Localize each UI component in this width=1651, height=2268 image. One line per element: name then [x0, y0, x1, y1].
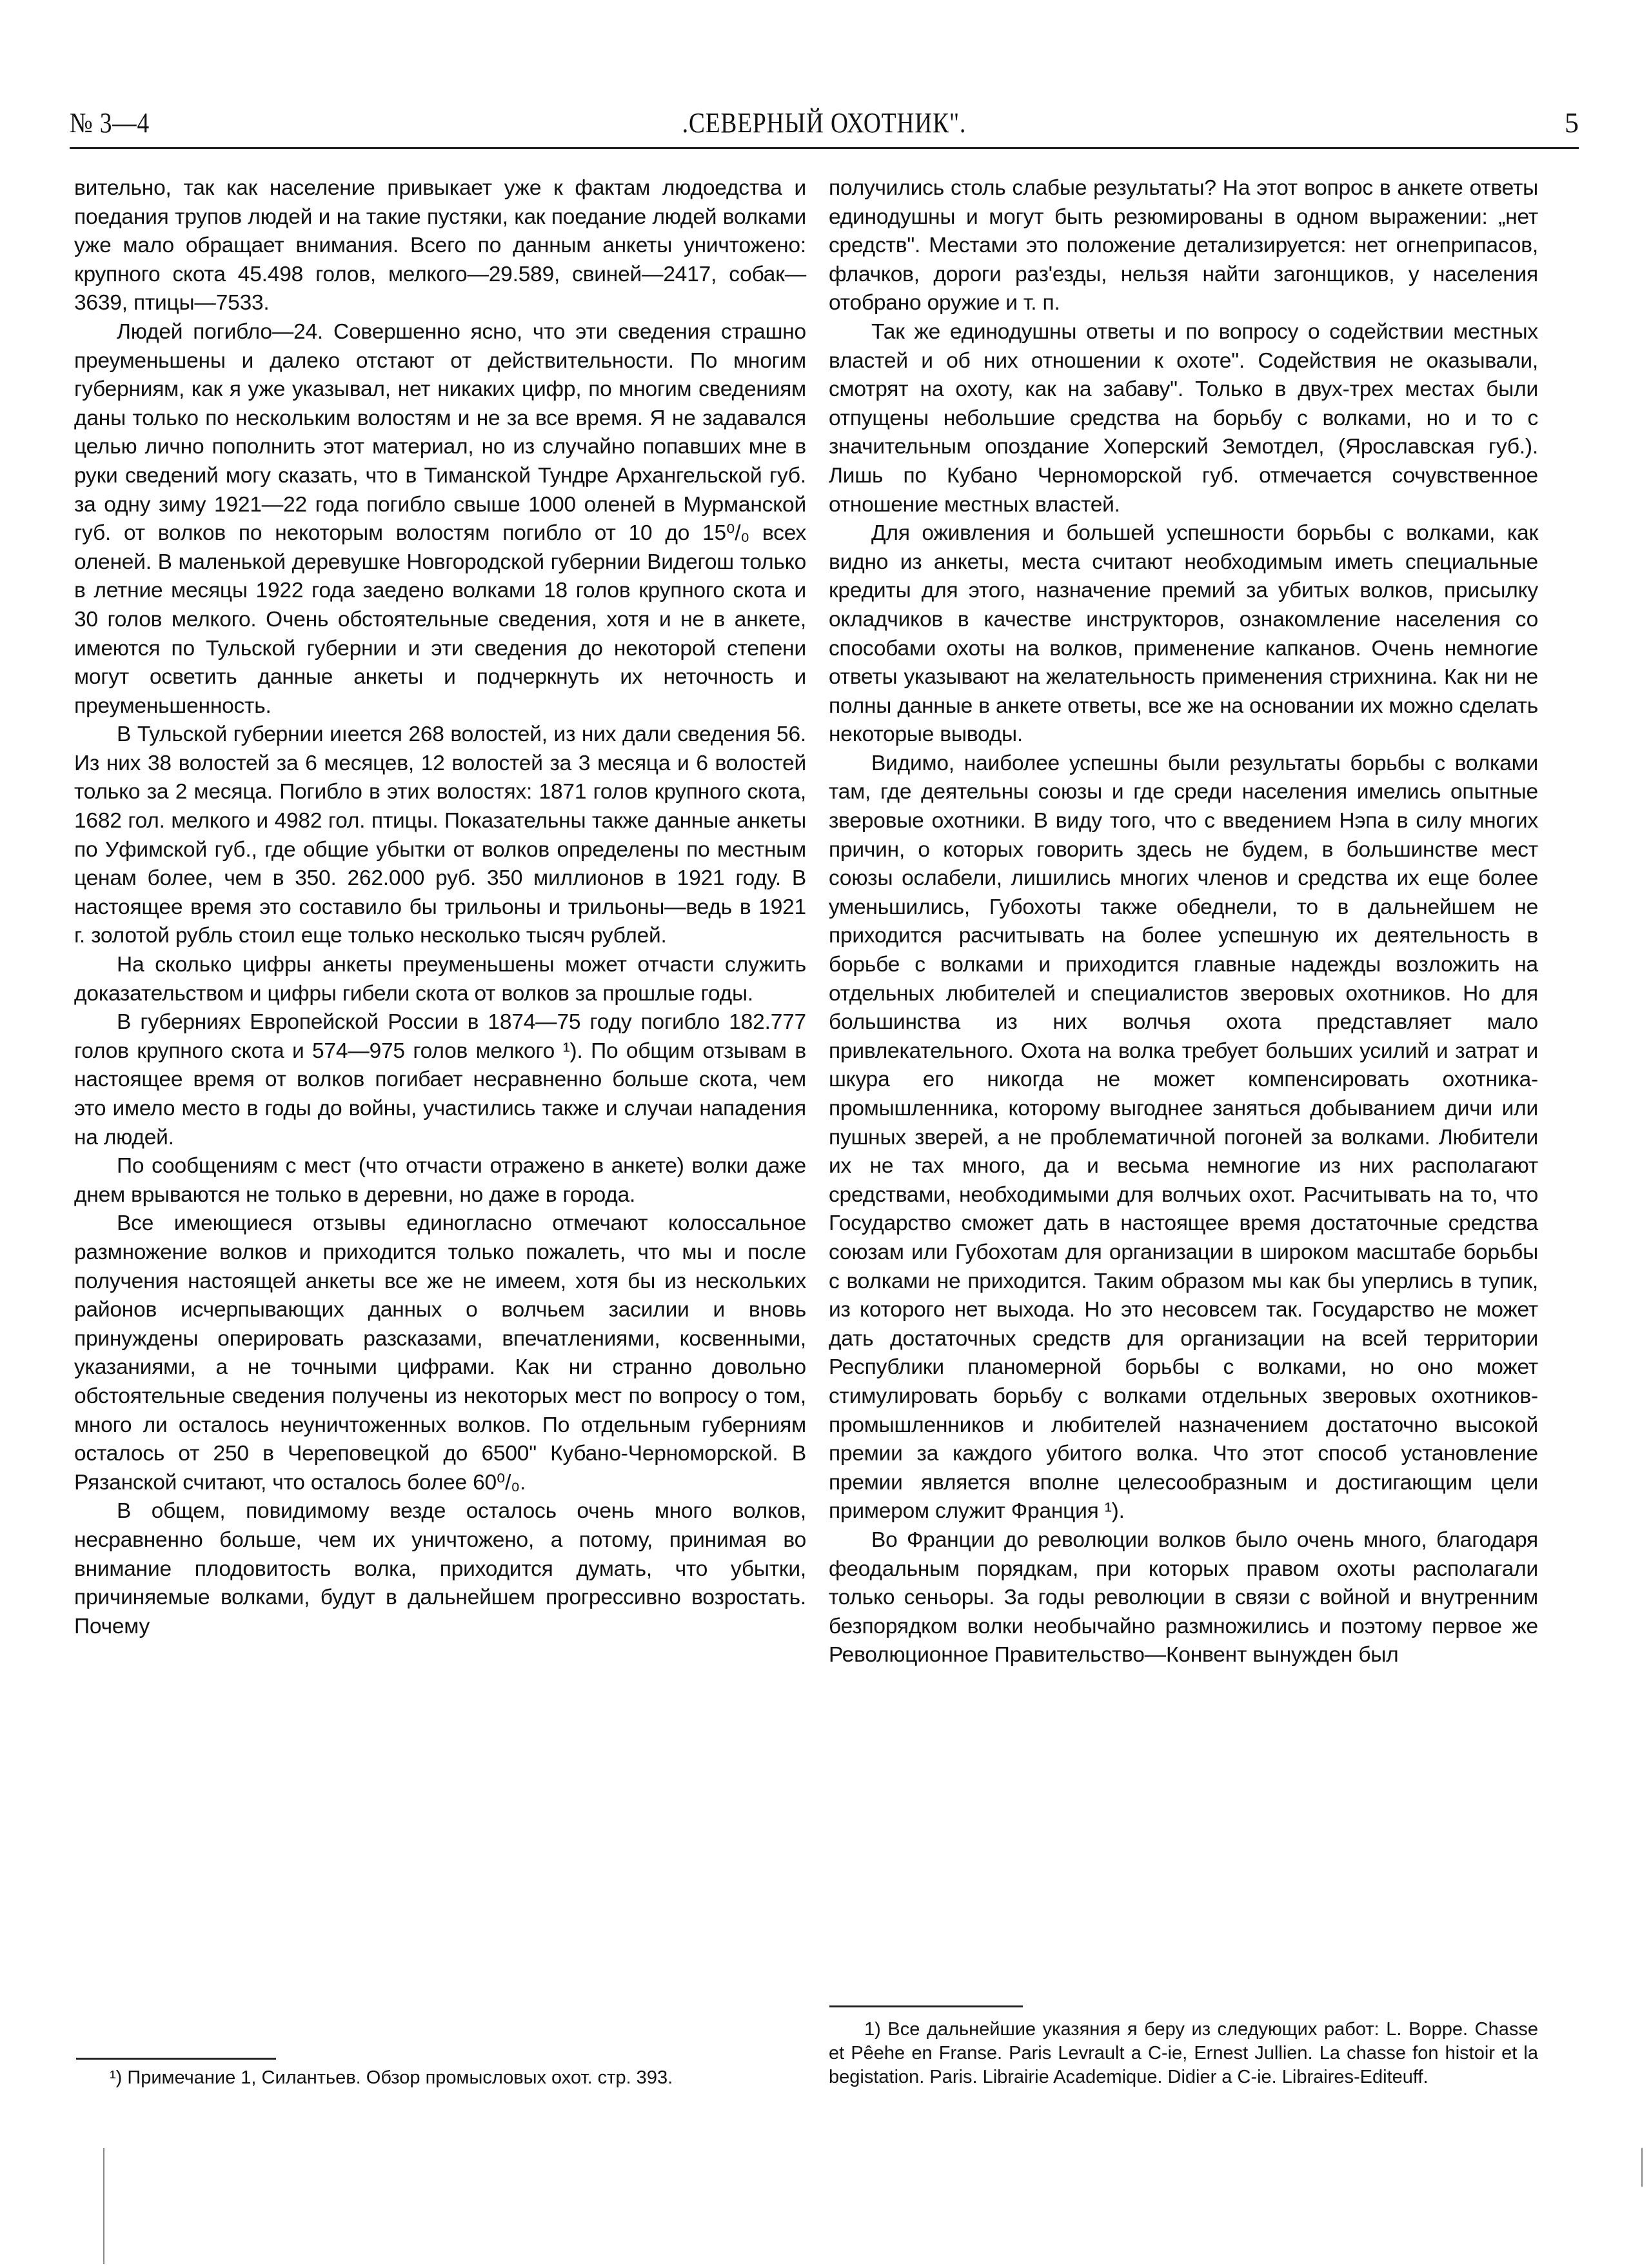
left-column	[74, 174, 806, 1641]
paragraph: По сообщениям с мест (что отчасти отражено в анкете) волки даже днем врываются не только в деревни, но даже в города.	[74, 1154, 806, 1207]
paragraph: Во Франции до революции волков было очень много, благодаря феодальным порядкам, при которых правом охоты располагали только сеньоры. За годы революции в связи с войной и внутренним безпорядком волки необычайно размножились и поэтому первое же Революционное Правительство—Конвент вынужден был	[829, 1527, 1538, 1667]
header-divider	[70, 147, 1579, 149]
issue-number: № 3—4	[70, 107, 150, 139]
right-column	[829, 174, 1538, 1670]
paragraph: вительно, так как население привыкает уже к фактам людоедства и поедания трупов людей и на такие пустяки, как поедание людей волками уже мало обращает внимания. Всего по данным анкеты уничтожено: крупного скота 45.498 голов, мелкого—29.589, свиней—2417, собак—3639, птицы—7533.	[74, 176, 806, 315]
footnote-divider	[829, 2005, 1023, 2007]
footnote-right	[829, 2018, 1538, 2089]
paragraph: В общем, повидимому везде осталось очень много волков, несравненно больше, чем их уничтожено, а потому, принимая во внимание плодовитость волка, приходится думать, что убытки, причиняемые волками, будут в дальнейшем прогрессивно возростать. Почему	[74, 1499, 806, 1638]
page-number: 5	[1565, 107, 1579, 139]
paragraph: Людей погибло—24. Совершенно ясно, что эти сведения страшно преуменьшены и далеко отстают от действительности. По многим губерниям, как я уже указывал, нет никаких цифр, по многим сведениям даны только по нескольким волостям и не за все время. Я не задавался целью лично пополнить этот материал, но из случайно попавших мне в руки сведений могу сказать, что в Тиманской Тундре Архангельской губ. за одну зиму 1921—22 года погибло свыше 1000 оленей в Мурманской губ. от волков по некоторым волостям погибло от 10 до 15⁰/₀ всех оленей. В маленькой деревушке Новгородской губернии Видегош только в летние месяцы 1922 года заедено волками 18 голов крупного скота и 30 голов мелкого. Очень обстоятельные сведения, хотя и не в анкете, имеются по Тульской губернии и эти сведения до некоторой степени могут осветить данные анкеты и подчеркнуть их неточность и преуменьшенность.	[74, 319, 806, 718]
footnote-text: 1) Все дальнейшие указяния я беру из следующих работ: L. Boppe. Chasse et Pêehe en Franse. Paris Levrault a C-ie, Ernest Jullien. La chasse fon histoir et la begistation. Paris. Librairie Academique. Didier a C-ie. Libraires-Editeuff.	[829, 2019, 1538, 2087]
paragraph: В Тульской губернии иıеется 268 волостей, из них дали сведения 56. Из них 38 волостей за 6 месяцев, 12 волостей за 3 месяца и 6 волостей только за 2 месяца. Погибло в этих волостях: 1871 голов крупного скота, 1682 гол. мелкого и 4982 гол. птицы. Показательны также данные анкеты по Уфимской губ., где общие убытки от волков определены по местным ценам более, чем в 350. 262.000 руб. 350 миллионов в 1921 году. В настоящее время это составило бы трильоны и трильоны—ведь в 1921 г. золотой рубль стоил еще только несколько тысяч рублей.	[74, 722, 806, 948]
paragraph: Все имеющиеся отзывы единогласно отмечают колоссальное размножение волков и приходится только пожалеть, что мы и после получения настоящей анкеты все же не имеем, хотя бы из нескольких районов исчерпывающих данных о волчьем засилии и вновь принуждены оперировать разсказами, впечатлениями, косвенными, указаниями, а не точными цифрами. Как ни странно довольно обстоятельные сведения получены из некоторых мест по вопросу о том, много ли осталось неуничтоженных волков. По отдельным губерниям осталось от 250 в Череповецкой до 6500" Кубано-Черноморской. В Рязанской считают, что осталось более 60⁰/₀.	[74, 1211, 806, 1495]
paragraph: На сколько цифры анкеты преуменьшены может отчасти служить доказательством и цифры гибели скота от волков за прошлые годы.	[74, 953, 806, 1006]
footnote-left	[74, 2066, 806, 2090]
paragraph: В губерниях Европейской России в 1874—75 году погибло 182.777 голов крупного скота и 574—975 голов мелкого ¹). По общим отзывам в настоящее время от волков погибает несравненно больше скота, чем это имело место в годы до войны, участились также и случаи нападения на людей.	[74, 1010, 806, 1149]
paragraph: получились столь слабые результаты? На этот вопрос в анкете ответы единодушны и могут быть резюмированы в одном выражении: „нет средств". Местами это положение детализируется: нет огнеприпасов, флачков, дороги раз'езды, нельзя найти загонщиков, у населения отобрано оружие и т. п.	[829, 176, 1538, 315]
footnote-divider	[76, 2058, 276, 2060]
scan-artifact	[103, 2148, 104, 2264]
scan-artifact	[1641, 2148, 1643, 2187]
paragraph: Так же единодушны ответы и по вопросу о содействии местных властей и об них отношении к охоте". Содействия не оказывали, смотрят на охоту, как на забаву". Только в двух-трех местах были отпущены небольшие средства на борьбу с волками, но и то с значительным опоздание Хоперский Земотдел, (Ярославская губ.). Лишь по Кубано Черноморской губ. отмечается сочувственное отношение местных властей.	[829, 319, 1538, 517]
footnote-text: ¹) Примечание 1, Силантьев. Обзор промысловых охот. стр. 393.	[110, 2067, 673, 2088]
running-header	[70, 100, 1579, 145]
paragraph: Видимо, наиболее успешны были результаты борьбы с волками там, где деятельны союзы и где среди населения имелись опытные зверовые охотники. В виду того, что с введением Нэпа в силу многих причин, о которых говорить здесь не будем, в большинстве мест союзы ослабели, лишились многих членов и средства их еще более уменьшились, Губохоты также обеднели, то в дальнейшем не приходится расчитывать на более успешную их деятельность в борьбе с волками и приходится главные надежды возложить на отдельных любителей и специалистов зверовых охотников. Но для большинства из них волчья охота представляет мало привлекательного. Охота на волка требует больших усилий и затрат и шкура его никогда не может компенсировать охотника-промышленника, которому выгоднее заняться добыванием дичи или пушных зверей, а не проблематичной погоней за волками. Любители их не тах много, да и весьма немногие из них располагают средствами, необходимыми для волчьих охот. Расчитывать на то, что Государство сможет дать в настоящее время достаточные средства союзам или Губохотам для организации в широком масштабе борьбы с волками не приходится. Таким образом мы как бы уперлись в тупик, из которого нет выхода. Но это несовсем так. Государство не может дать достаточных средств для организации на всей территории Республики планомерной борьбы с волками, но оно может стимулировать борьбу с волками отдельных зверовых охотников-промышленников и любителей назначением достаточно высокой премии за каждого убитого волка. Что этот способ установление премии является вполне целесообразным и достигающим цели примером служит Франция ¹).	[829, 751, 1538, 1524]
journal-title: .СЕВЕРНЫЙ ОХОТНИК".	[682, 107, 967, 139]
paragraph: Для оживления и большей успешности борьбы с волками, как видно из анкеты, места считают необходимым иметь специальные кредиты для этого, назначение премий за убитых волков, присылку окладчиков в качестве инструкторов, ознакомление населения со способами охоты на волков, применение капканов. Очень немногие ответы указывают на желательность применения стрихнина. Как ни не полны данные в анкете ответы, все же на основании их можно сделать некоторые выводы.	[829, 521, 1538, 747]
